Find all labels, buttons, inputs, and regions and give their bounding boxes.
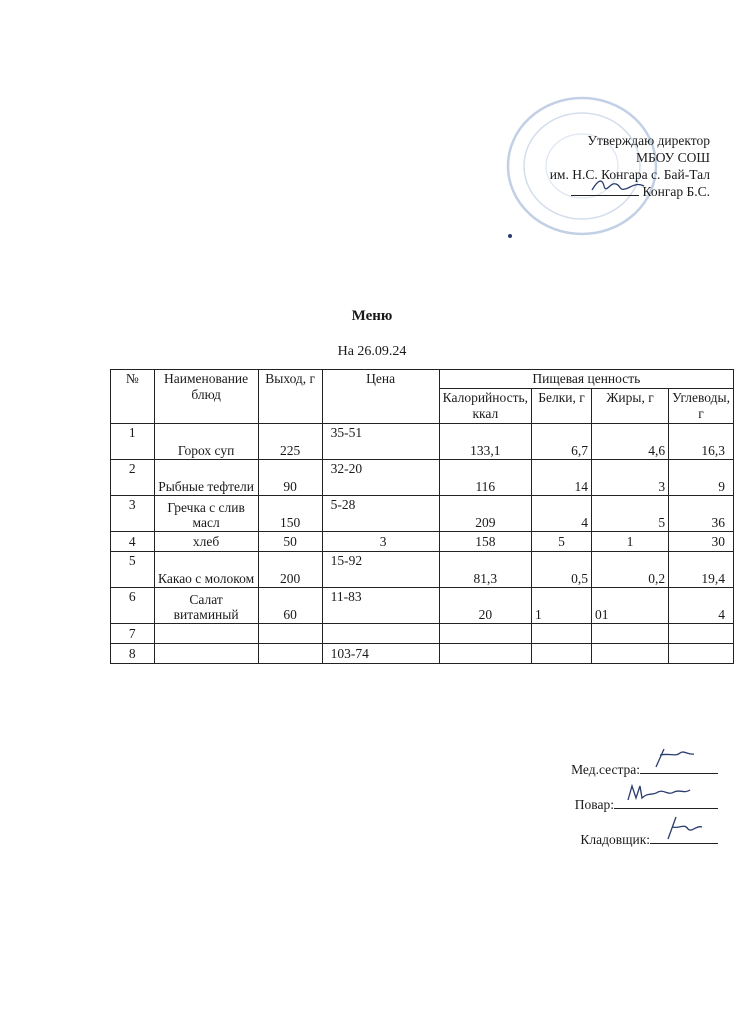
cell-kcal — [439, 644, 531, 664]
cell-carbs: 9 — [669, 460, 734, 496]
cell-carbs: 19,4 — [669, 552, 734, 588]
cell-price: 11-83 — [322, 588, 439, 624]
header-num: № — [111, 370, 155, 424]
cell-carbs — [669, 644, 734, 664]
cell-protein — [532, 644, 592, 664]
cell-num: 7 — [111, 624, 155, 644]
cell-num: 5 — [111, 552, 155, 588]
cook-signature-line — [614, 792, 718, 809]
cell-fat: 4,6 — [592, 424, 669, 460]
cell-fat — [592, 644, 669, 664]
nurse-label: Мед.сестра: — [571, 762, 640, 777]
cell-name: Горох суп — [154, 424, 258, 460]
cell-kcal: 158 — [439, 532, 531, 552]
header-name: Наименование блюд — [154, 370, 258, 424]
table-row — [111, 552, 734, 588]
table-row — [111, 460, 734, 496]
cell-carbs: 30 — [669, 532, 734, 552]
approval-line-4: Конгар Б.С. — [642, 184, 710, 199]
cell-protein — [532, 624, 592, 644]
cell-carbs: 16,3 — [669, 424, 734, 460]
signature-storekeeper — [571, 822, 718, 857]
cell-output: 225 — [258, 424, 322, 460]
cell-output: 60 — [258, 588, 322, 624]
cell-name — [154, 624, 258, 644]
cell-fat: 0,2 — [592, 552, 669, 588]
cell-fat — [592, 624, 669, 644]
cell-price: 3 — [322, 532, 439, 552]
cell-kcal: 116 — [439, 460, 531, 496]
nurse-signature — [650, 745, 700, 771]
cell-carbs — [669, 624, 734, 644]
cell-protein: 5 — [532, 532, 592, 552]
document-title: Меню — [351, 308, 393, 324]
cell-num: 1 — [111, 424, 155, 460]
cell-protein: 6,7 — [532, 424, 592, 460]
table-row — [111, 588, 734, 624]
menu-table — [110, 369, 734, 664]
cell-output — [258, 644, 322, 664]
cell-name: Гречка с слив масл — [154, 496, 258, 532]
cell-name: Салат витаминый — [154, 588, 258, 624]
table-row — [111, 496, 734, 532]
cell-protein: 14 — [532, 460, 592, 496]
cell-protein: 0,5 — [532, 552, 592, 588]
table-row — [111, 644, 734, 664]
cell-fat: 01 — [592, 588, 669, 624]
cell-kcal — [439, 624, 531, 644]
cell-protein: 4 — [532, 496, 592, 532]
cell-carbs: 4 — [669, 588, 734, 624]
cell-kcal: 81,3 — [439, 552, 531, 588]
cell-output: 50 — [258, 532, 322, 552]
cell-kcal: 20 — [439, 588, 531, 624]
storekeeper-label: Кладовщик: — [580, 832, 650, 847]
approval-line-2: МБОУ СОШ — [636, 150, 710, 165]
cell-num: 8 — [111, 644, 155, 664]
cell-name: хлеб — [154, 532, 258, 552]
table-row — [111, 532, 734, 552]
approval-line-3: им. Н.С. Конгара с. Бай-Тал — [549, 167, 710, 182]
cell-num: 6 — [111, 588, 155, 624]
cook-signature — [624, 780, 694, 806]
header-output: Выход, г — [258, 370, 322, 424]
signatures-block — [571, 752, 718, 857]
cell-output — [258, 624, 322, 644]
header-protein: Белки, г — [532, 389, 592, 424]
cook-label: Повар: — [574, 797, 614, 812]
cell-fat: 1 — [592, 532, 669, 552]
cell-output: 150 — [258, 496, 322, 532]
cell-output: 200 — [258, 552, 322, 588]
cell-num: 4 — [111, 532, 155, 552]
cell-price-total: 103-74 — [322, 644, 439, 664]
cell-num: 3 — [111, 496, 155, 532]
cell-name: Какао с молоком — [154, 552, 258, 588]
header-kcal: Калорийность, ккал — [439, 389, 531, 424]
cell-price — [322, 624, 439, 644]
header-nutrition: Пищевая ценность — [439, 370, 733, 389]
cell-price: 5-28 — [322, 496, 439, 532]
table-row — [111, 624, 734, 644]
cell-name — [154, 644, 258, 664]
cell-output: 90 — [258, 460, 322, 496]
header-carbs: Углеводы, г — [669, 389, 734, 424]
header-price: Цена — [322, 370, 439, 424]
cell-kcal: 133,1 — [439, 424, 531, 460]
cell-num: 2 — [111, 460, 155, 496]
approval-line-1: Утверждаю директор — [587, 133, 710, 148]
cell-fat: 5 — [592, 496, 669, 532]
cell-carbs: 36 — [669, 496, 734, 532]
cell-name: Рыбные тефтели — [154, 460, 258, 496]
storekeeper-signature-line — [650, 827, 718, 844]
document-date: На 26.09.24 — [337, 344, 407, 359]
cell-fat: 3 — [592, 460, 669, 496]
storekeeper-signature — [660, 815, 710, 843]
table-row — [111, 424, 734, 460]
header-fat: Жиры, г — [592, 389, 669, 424]
cell-price: 15-92 — [322, 552, 439, 588]
director-signature — [588, 174, 648, 198]
cell-price: 35-51 — [322, 424, 439, 460]
cell-kcal: 209 — [439, 496, 531, 532]
cell-price: 32-20 — [322, 460, 439, 496]
nurse-signature-line — [640, 757, 718, 774]
cell-protein: 1 — [532, 588, 592, 624]
